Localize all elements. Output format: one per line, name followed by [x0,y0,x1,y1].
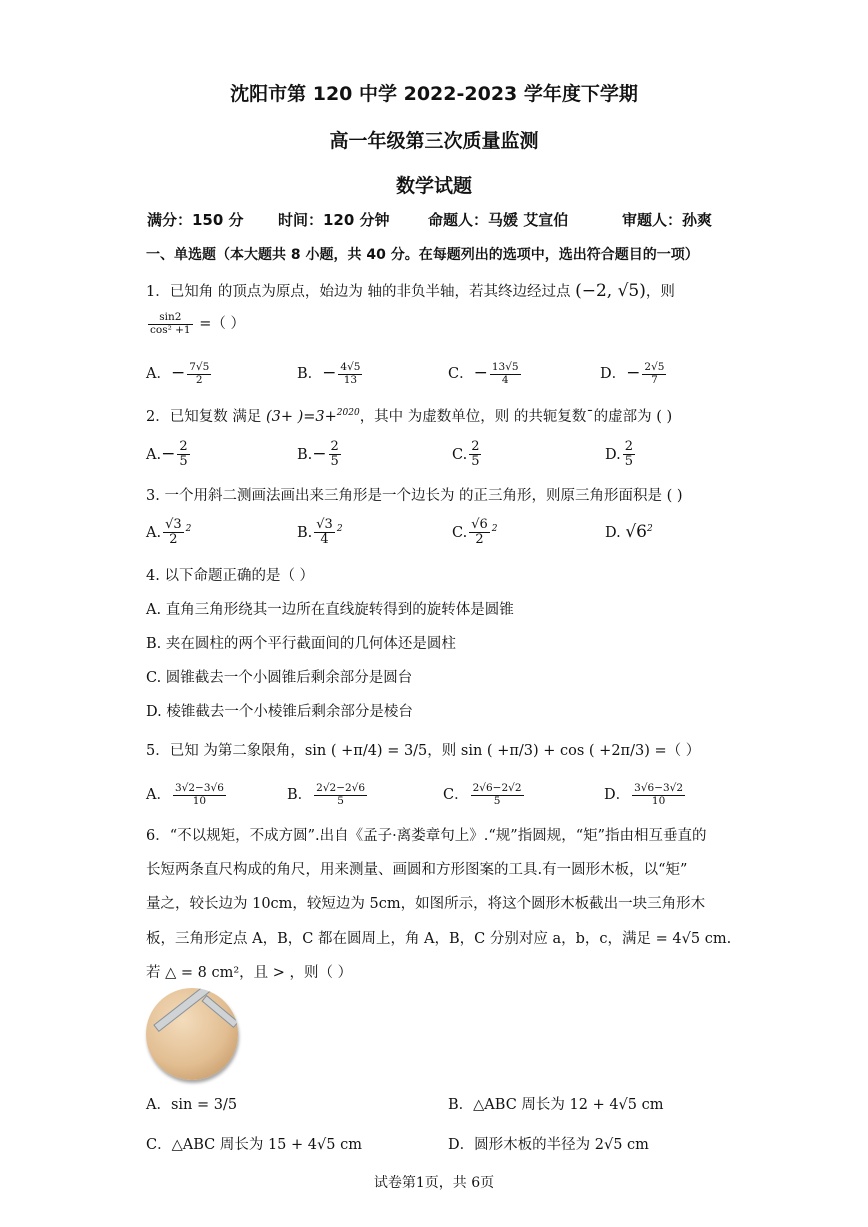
q4-option-d: D. 棱锥截去一个小棱锥后剩余部分是棱台 [146,704,413,720]
q6-option-a: A．sin = 3/5 [146,1097,238,1113]
exam-title-grade: 高一年级第三次质量监测 [329,130,539,152]
carpenter-square-short-arm [201,995,238,1028]
question-6-line-4: 板，三角形定点 A，B，C 都在圆周上，角 A，B，C 分别对应 a，b，c，满足 = 4√5 cm. [146,931,732,947]
question-6-line-2: 长短两条直尺构成的角尺，用来测量、画圆和方形图案的工具.有一圆形木板，以“矩” [146,862,688,878]
question-6-line-1: 6．“不以规矩，不成方圆”.出自《孟子·离娄章句上》.“规”指圆规，“矩”指由相互垂直的 [146,828,707,844]
exam-title-school: 沈阳市第 120 中学 2022-2023 学年度下学期 [230,83,638,105]
q4-option-c: C. 圆锥截去一个小圆锥后剩余部分是圆台 [146,670,413,686]
q4-option-a: A. 直角三角形绕其一边所在直线旋转得到的旋转体是圆锥 [146,602,514,618]
q5-option-d: D． $\frac{3√6-3√2}{10}$ [604,782,684,807]
q3-option-a: A. $\frac{√3}{2}$ $^2$ [146,517,192,548]
q1-option-b: B．− $\frac{4√5}{13}$ [297,361,361,386]
q1-point: (−2, √5) [575,281,646,301]
q1-option-d: D．− $\frac{2√5}{7}$ [600,361,665,386]
question-4-stem: 4. 以下命题正确的是（ ） [146,568,315,584]
q2-option-a: A.− $\frac{2}{5}$ [146,439,188,470]
time-info: 时间：120 分钟 [278,211,390,229]
wooden-board-image [146,988,238,1080]
q1-expr-denominator: cos² +1 [150,323,191,336]
q3-option-c: C. $\frac{√6}{2}$ $^2$ [452,517,498,548]
q2-option-d: D. $\frac{2}{5}$ [605,439,633,470]
question-5-stem: 5．已知 为第二象限角，sin ( +π/4) = 3/5，则 sin ( +π/3) + cos ( +2π/3) =（ ） [146,743,701,759]
q1-expr-tail: =（ ） [199,316,245,333]
q2-option-c: C. $\frac{2}{5}$ [452,439,480,470]
q5-option-a: A． $\frac{3√2-3√6}{10}$ [146,782,224,807]
section-heading: 一、单选题（本大题共 8 小题，共 40 分。在每题列出的选项中，选出符合题目的一项） [146,247,699,263]
author-info: 命题人：马媛 艾宣伯 [428,211,569,229]
q1-tail: ，则 [645,284,675,300]
question-3-stem: 3. 一个用斜二测画法画出来三角形是一个边长为 的正三角形，则原三角形面积是 ( ) [146,488,683,504]
q3-option-d: D. $√6^2$ [605,522,653,542]
score-info: 满分：150 分 [147,211,244,229]
q5-option-b: B． $\frac{2√2-2√6}{5}$ [287,782,366,807]
question-1-stem [146,280,675,301]
exam-title-subject: 数学试题 [395,175,472,197]
q6-option-d: D．圆形木板的半径为 2√5 cm [448,1137,649,1153]
q1-text: 1．已知角 的顶点为原点，始边为 轴的非负半轴，若其终边经过点 [146,284,571,300]
page-footer: 试卷第1页，共 6页 [373,1175,495,1191]
q1-option-a: A．− $\frac{7√5}{2}$ [146,361,210,386]
q4-option-b: B. 夹在圆柱的两个平行截面间的几何体还是圆柱 [146,636,456,652]
question-1-expression [146,312,245,336]
q2-option-b: B.− $\frac{2}{5}$ [297,439,339,470]
reviewer-info: 审题人：孙爽 [622,211,713,229]
q6-option-c: C．△ABC 周长为 15 + 4√5 cm [146,1137,362,1153]
question-6-line-5: 若 △ = 8 cm²，且 > ，则（ ） [146,965,353,981]
q1-expr-numerator: sin2 [148,312,193,325]
question-6-line-3: 量之，较长边为 10cm，较短边为 5cm，如图所示，将这个圆形木板截出一块三角形木 [146,896,706,912]
q3-option-b: B. $\frac{√3}{4}$ $^2$ [297,517,343,548]
question-2-stem: 2．已知复数 满足 (3+ )=3+$^{2020}$，其中 为虚数单位，则 的共轭复数¯的虚部为 ( ) [146,408,673,425]
q1-option-c: C．− $\frac{13√5}{4}$ [448,361,519,386]
q5-option-c: C． $\frac{2√6-2√2}{5}$ [443,782,522,807]
q6-option-b: B．△ABC 周长为 12 + 4√5 cm [448,1097,664,1113]
